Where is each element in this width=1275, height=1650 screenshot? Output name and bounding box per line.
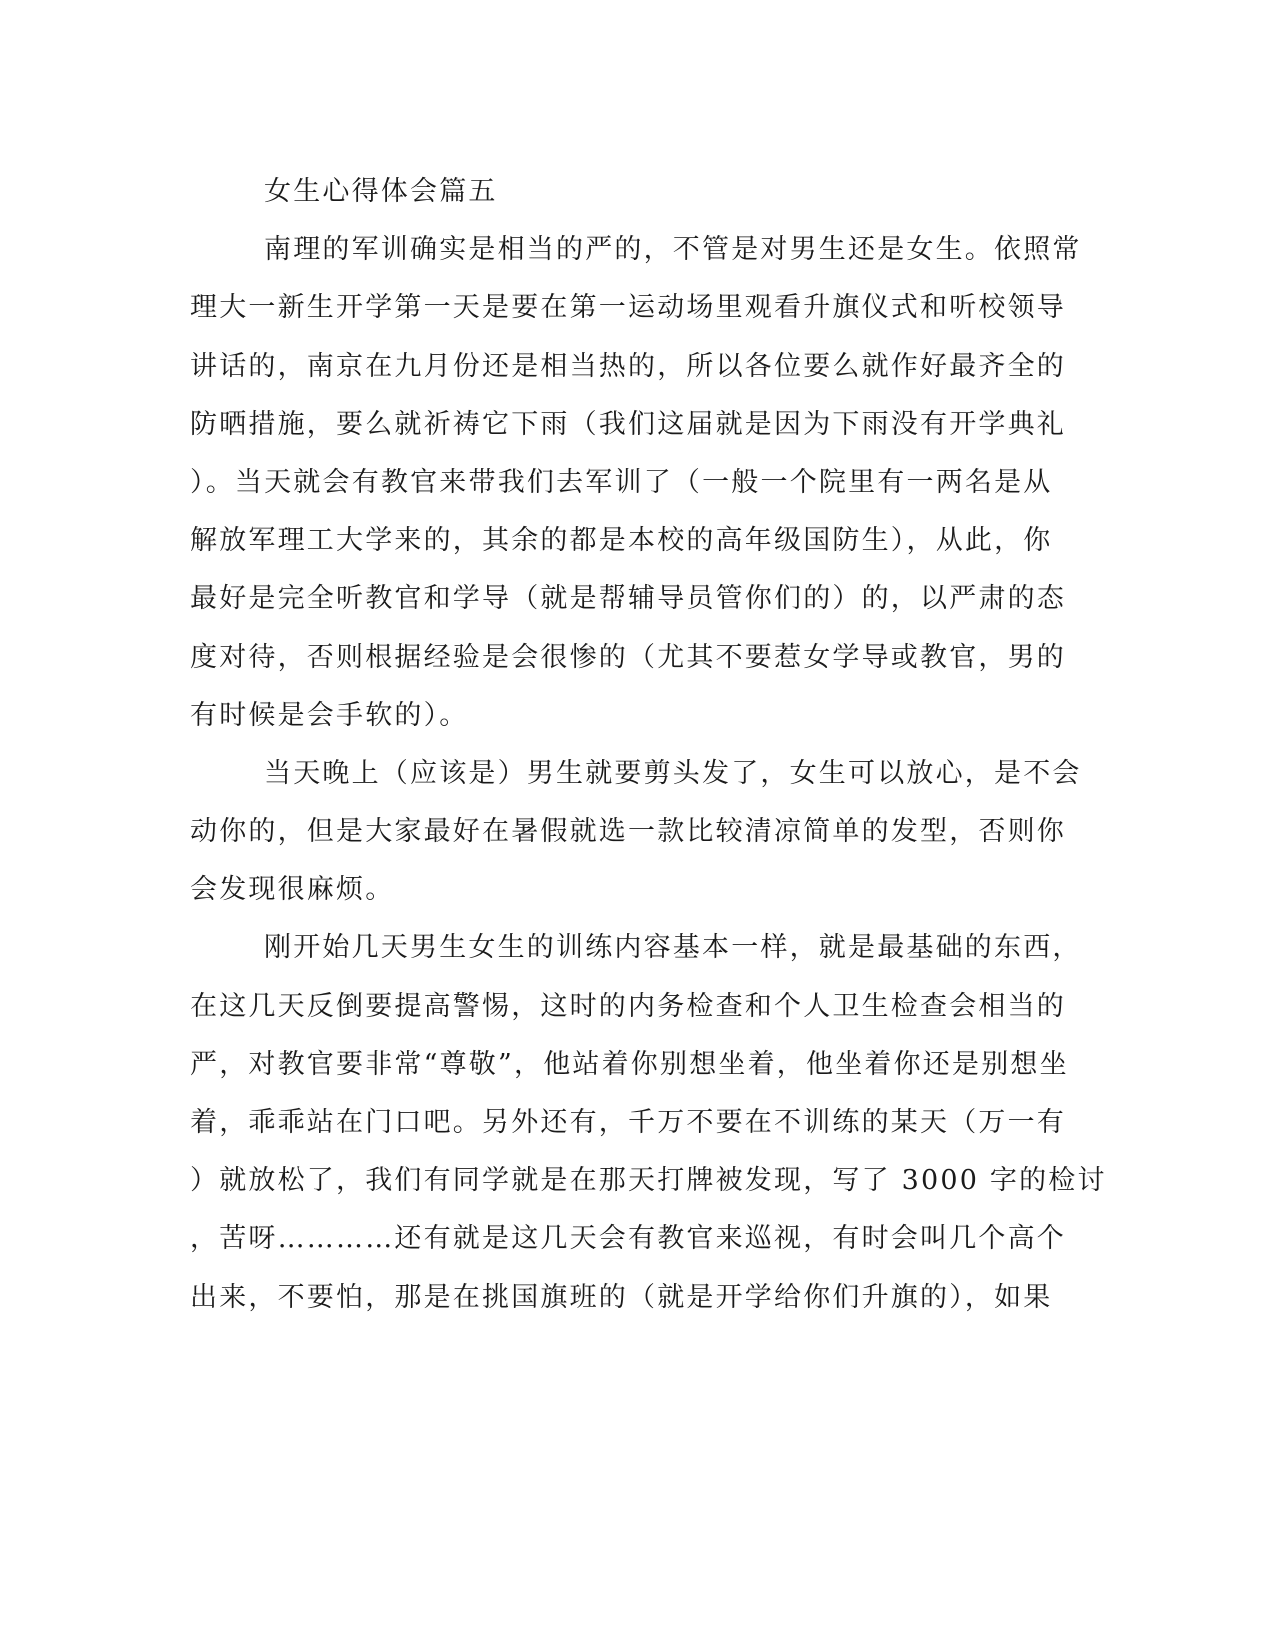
paragraph-line: 防晒措施，要么就祈祷它下雨（我们这届就是因为下雨没有开学典礼 bbox=[190, 408, 1066, 440]
paragraph-line: 当天晚上（应该是）男生就要剪头发了，女生可以放心，是不会 bbox=[264, 757, 1082, 789]
paragraph-line: ）就放松了，我们有同学就是在那天打牌被发现，写了 3000 字的检讨 bbox=[190, 1165, 1107, 1197]
paragraph-line: 刚开始几天男生女生的训练内容基本一样，就是最基础的东西， bbox=[264, 932, 1082, 964]
paragraph-line: ）。当天就会有教官来带我们去军训了（一般一个院里有一两名是从 bbox=[190, 466, 1053, 498]
paragraph-line: 度对待，否则根据经验是会很惨的（尤其不要惹女学导或教官，男的 bbox=[190, 641, 1066, 673]
paragraph-line: 最好是完全听教官和学导（就是帮辅导员管你们的）的，以严肃的态 bbox=[190, 583, 1066, 615]
paragraph-line: 理大一新生开学第一天是要在第一运动场里观看升旗仪式和听校领导 bbox=[190, 292, 1066, 324]
paragraph-line: 讲话的，南京在九月份还是相当热的，所以各位要么就作好最齐全的 bbox=[190, 350, 1066, 382]
section-title: 女生心得体会篇五 bbox=[264, 176, 498, 207]
paragraph-line: 南理的军训确实是相当的严的，不管是对男生还是女生。依照常 bbox=[264, 234, 1082, 266]
paragraph-line: ，苦呀…………还有就是这几天会有教官来巡视，有时会叫几个高个 bbox=[190, 1223, 1066, 1255]
document-body bbox=[190, 163, 1107, 1327]
paragraph-line: 在这几天反倒要提高警惕，这时的内务检查和个人卫生检查会相当的 bbox=[190, 990, 1066, 1022]
paragraph-line: 严，对教官要非常“尊敬”，他站着你别想坐着，他坐着你还是别想坐 bbox=[190, 1048, 1069, 1080]
paragraph-line: 着，乖乖站在门口吧。另外还有，千万不要在不训练的某天（万一有 bbox=[190, 1107, 1066, 1138]
paragraph-line: 出来，不要怕，那是在挑国旗班的（就是开学给你们升旗的），如果 bbox=[190, 1281, 1053, 1313]
paragraph-line: 有时候是会手软的）。 bbox=[190, 699, 469, 731]
paragraph-line: 动你的，但是大家最好在暑假就选一款比较清凉简单的发型，否则你 bbox=[190, 816, 1066, 848]
paragraph-line: 会发现很麻烦。 bbox=[190, 874, 395, 906]
paragraph-line: 解放军理工大学来的，其余的都是本校的高年级国防生），从此，你 bbox=[190, 525, 1053, 557]
